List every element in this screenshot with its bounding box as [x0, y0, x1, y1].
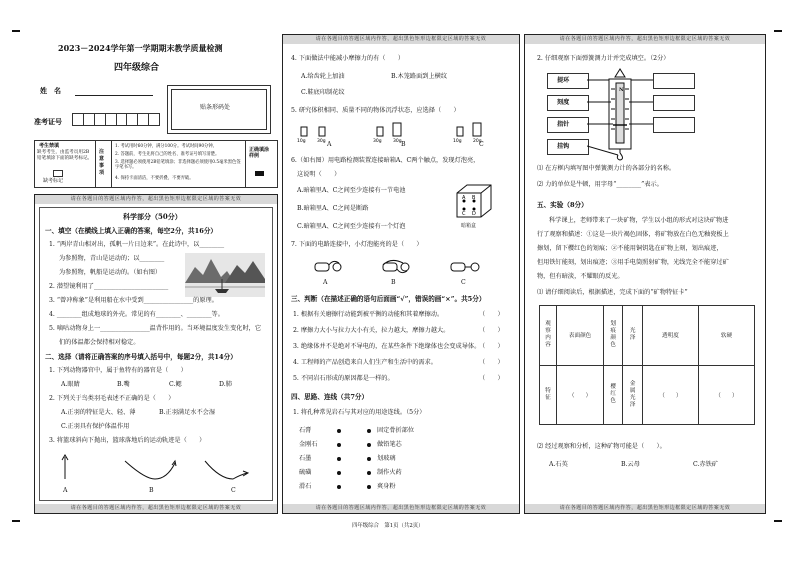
- label-box-2[interactable]: [547, 95, 589, 111]
- tr-feature: 特征: [540, 365, 557, 425]
- judge-5-answer[interactable]: （ ）: [479, 375, 504, 382]
- spring-q1: ⑴ 在方框内填写图中弹簧测力计的各部分的名称。: [537, 165, 676, 172]
- notes-title: 考生禁填: [39, 143, 60, 149]
- warning-bar-bottom: 请在各题目的答题区域内作答，超出黑色矩形边框限定区域的答案无效: [283, 504, 519, 513]
- notes-box: [34, 140, 278, 188]
- fill-example-mark: [255, 171, 264, 176]
- q2-6-opt-b[interactable]: B.暗箱里A、C之间是断路: [297, 205, 369, 212]
- svg-text:30g: 30g: [317, 139, 326, 143]
- mineral-opt-b[interactable]: B.云母: [621, 461, 640, 468]
- svg-text:30g: 30g: [393, 139, 402, 143]
- q2-3-opt-a[interactable]: A: [63, 487, 68, 494]
- exp-line-4: 但用铁钉能刻，划出痕迹；③用手电筒照射矿物，光线完全不能穿过矿: [537, 259, 729, 266]
- absent-checkbox[interactable]: [53, 170, 63, 177]
- black-box-label: 暗箱盒: [461, 223, 477, 229]
- exam-title: 2023－2024学年第一学期期末教学质量检测: [58, 43, 223, 53]
- absent-mark-label: 缺考标记: [43, 178, 64, 184]
- q1-line-3: 为参照物，帆船是运动的。（如右图）: [59, 269, 162, 276]
- th-hardness: 软硬: [698, 306, 754, 366]
- circuit-options: [311, 257, 501, 277]
- rock-3[interactable]: 石墨: [299, 455, 312, 462]
- spring-scale-question: 2. 仔细观察下面弹簧测力计并完成填空。（2分）: [537, 55, 670, 62]
- q1-line-8: 们的体温都会保持相对稳定。: [59, 339, 140, 346]
- q2-4-opt-b[interactable]: B.木笼路面到上横纹: [391, 73, 448, 80]
- warning-bar-bottom: 请在各题目的答题区域内作答，超出黑色矩形边框限定区域的答案无效: [525, 504, 765, 513]
- judge-1-answer[interactable]: （ ）: [479, 311, 504, 318]
- q2-5: 5. 研究体积相同、质量不同的物体沉浮状态，应选择（ ）: [291, 107, 460, 114]
- svg-text:30g: 30g: [373, 139, 382, 143]
- q2-3-opt-b[interactable]: B: [149, 487, 154, 494]
- q2-4-opt-c[interactable]: C.鞋底印制花纹: [301, 89, 345, 96]
- barcode-label: 贴条形码处: [200, 104, 231, 111]
- q2-6-opt-c[interactable]: C.暗箱里A、C之间至少连接有一个灯泡: [297, 223, 406, 230]
- fill-example-label: 正确填涂样例: [249, 147, 270, 159]
- svg-text:B: B: [472, 195, 476, 201]
- judge-2: 2. 摩擦力大小与拉力大小有关，拉力越大，摩擦力越大。: [293, 327, 450, 334]
- judge-4: 4. 工程师的产品创造来自人们生产和生活中的需求。: [293, 359, 437, 366]
- notice-column-label: 注意事项: [99, 149, 105, 176]
- name-label: 姓 名: [40, 86, 61, 95]
- q2-5-opt-c[interactable]: C: [479, 141, 484, 148]
- mineral-guess-question: ⑵ 经过观察和分析，这种矿物可能是（ ）。: [537, 443, 666, 450]
- q1-line-5: 3. “曾冲称象”是利用船在水中受到________________的原理。: [49, 297, 218, 304]
- use-2[interactable]: 做铅笔芯: [377, 441, 402, 448]
- svg-text:A: A: [462, 195, 466, 201]
- label-box-5[interactable]: [653, 73, 695, 89]
- exp-line-3: 擦划，留下樱红色的划痕；②不能用铜钥匙在矿物上刻，划出痕迹，: [537, 245, 723, 252]
- cell-transparency[interactable]: （ ）: [642, 365, 698, 425]
- svg-text:20g: 20g: [473, 139, 482, 143]
- mineral-opt-c[interactable]: C.赤铁矿: [693, 461, 719, 468]
- name-field[interactable]: [75, 95, 153, 96]
- use-1[interactable]: 固定骨折部位: [377, 427, 415, 434]
- spring-q2: ⑵ 力的单位是牛顿，用字母“________”表示。: [537, 181, 663, 188]
- judge-2-answer[interactable]: （ ）: [479, 327, 504, 334]
- rock-5[interactable]: 滑石: [299, 483, 312, 490]
- mountain-river-image: [185, 253, 265, 297]
- th-streak-color: 划痕颜色: [604, 306, 623, 366]
- q2-1-opt-b[interactable]: B.嘴: [117, 381, 130, 388]
- notice-2: 2. 答题前，考生先将自己的姓名、准考证号填写清楚。: [115, 152, 220, 157]
- th-observe: 观察内容: [540, 306, 557, 366]
- judge-1: 1. 根据有关磨擦行动能到被平衡的动能和其着摩擦动。: [293, 311, 444, 318]
- notice-3: 3. 选择题必须使用2B铅笔填涂；非选择题必须使用0.5毫米黑色签字笔书写。: [115, 160, 241, 171]
- q2-5-opt-a[interactable]: A: [327, 141, 332, 148]
- match-subheading: 1. 将孔种常见岩石与其对应的用途连线。（5分）: [293, 409, 426, 416]
- cylinder-options: [297, 121, 507, 143]
- science-section-title: 科学部分（50分）: [123, 212, 182, 221]
- q2-6: 6.（如右图）用电路检测装置连接暗箱A、C两个触点，发现灯泡亮，: [291, 157, 480, 164]
- subject-title: 四年级综合: [114, 63, 160, 73]
- black-box-figure: [451, 183, 495, 223]
- label-zhizhen: 指针: [557, 121, 570, 128]
- cell-surface-color[interactable]: （ ）: [557, 365, 604, 425]
- exp-line-1: 科学课上，老师带来了一块矿物，学生以小组的形式对这块矿物进: [549, 217, 729, 224]
- label-box-3[interactable]: [547, 117, 589, 133]
- column-1: [34, 194, 278, 514]
- column-3: [524, 34, 766, 514]
- rock-2[interactable]: 金刚石: [299, 441, 318, 448]
- q2-7-opt-a[interactable]: A: [323, 279, 328, 286]
- warning-bar-bottom: 请在各题目的答题区域内作答，超出黑色矩形边框限定区域的答案无效: [35, 504, 277, 513]
- label-box-7[interactable]: [653, 117, 695, 133]
- judge-heading: 三、判断（在描述正确的语句后面画“√”，错误的画“×”。共5分）: [291, 295, 486, 303]
- th-surface-color: 表面颜色: [557, 306, 604, 366]
- page-footer: 四年级综合 第1页（共2页）: [352, 523, 424, 529]
- cell-luster: 金属光泽: [623, 365, 642, 425]
- use-4[interactable]: 制作火药: [377, 469, 402, 476]
- use-3[interactable]: 划玻璃: [377, 455, 396, 462]
- label-box-1[interactable]: [547, 73, 589, 89]
- exp-line-5: 物，但有暗淡，不耀眼的反光。: [537, 273, 624, 280]
- absent-instructions: 缺考考生，由监考员用2B铅笔填涂下面的缺考标记。: [37, 150, 93, 161]
- fill-blank-heading: 一、填空（在横线上填入正确的答案，每空2分，共16分）: [45, 227, 218, 235]
- svg-text:C: C: [462, 211, 466, 217]
- exam-no-label: 准考证号: [34, 117, 62, 126]
- q2-4: 4. 下面做法中能减小摩擦力的有（ ）: [291, 55, 405, 62]
- cell-streak-color: 樱红色: [604, 365, 623, 425]
- q2-2-opt-b[interactable]: B.正羽满足水不会湿: [159, 409, 216, 416]
- mineral-card-table: [539, 305, 755, 425]
- exam-no-grid[interactable]: [72, 113, 160, 126]
- q1-line-4: 2. 潜望镜利用了________________________: [49, 283, 169, 290]
- warning-bar-top: 请在各题目的答题区域内作答，超出黑色矩形边框限定区域的答案无效: [283, 35, 519, 44]
- mineral-card-question: ⑴ 请仔细阅读后，根据描述，完成下面的“矿物特征卡”: [537, 289, 688, 296]
- column-2: [282, 34, 520, 514]
- notice-4: 4. 保持卡面清洁，不要折叠，不要弄破。: [115, 176, 194, 181]
- q2-7-opt-c[interactable]: C: [461, 279, 466, 286]
- q1-line-1: 1. “两岸青山相对出，孤帆一片日边来”。在此诗中，以________: [49, 241, 225, 248]
- q2-4-opt-a[interactable]: A.给齿轮上加油: [301, 73, 345, 80]
- q2-7-opt-b[interactable]: B: [391, 279, 396, 286]
- judge-5: 5. 不同岩石形成的原因都是一样的。: [293, 375, 394, 382]
- q2-3-opt-c[interactable]: C: [231, 487, 236, 494]
- q1-line-7: 5. 嘀咕动物身上一________________温背作用的。当环境温度发生变化时，它: [49, 325, 262, 332]
- label-guagou: 挂钩: [557, 143, 570, 150]
- q2-2: 2. 下列关于鸟类羽毛表述不正确的是（ ）: [49, 395, 175, 402]
- q2-1-opt-c[interactable]: C.鳃: [169, 381, 182, 388]
- experiment-heading: 五、实验（8分）: [537, 201, 588, 209]
- svg-text:D: D: [472, 211, 476, 217]
- q2-1-opt-d[interactable]: D.肺: [219, 381, 232, 388]
- judge-3: 3. 绝缘体并不是绝对不导电的，在某些条件下绝缘体也会变成导体。: [293, 343, 481, 350]
- q2-6-tail: 这说明（ ）: [297, 171, 341, 178]
- rock-1[interactable]: 石膏: [299, 427, 312, 434]
- label-box-6[interactable]: [653, 95, 695, 111]
- q2-2-opt-a[interactable]: A.正羽的特征是大、轻、薄: [61, 409, 136, 416]
- svg-text:10g: 10g: [453, 139, 462, 143]
- q1-line-6: 4. ________组成地球的外壳。常见的有________、________等。: [49, 311, 224, 318]
- label-tihuan: 提环: [557, 77, 570, 84]
- warning-bar-top: 请在各题目的答题区域内作答，超出黑色矩形边框限定区域的答案无效: [35, 195, 277, 204]
- th-transparency: 透明度: [642, 306, 698, 366]
- barcode-area: [167, 85, 271, 134]
- q1-line-2: 为参照物，青山是运动的；以________: [59, 255, 165, 262]
- choice-heading: 二、选择（请将正确答案的序号填入括号中，每题2分，共14分）: [45, 353, 237, 361]
- cell-hardness[interactable]: （ ）: [698, 365, 754, 425]
- mineral-opt-a[interactable]: A.石英: [549, 461, 568, 468]
- notice-1: 1. 考试用时60分钟，满分100分。考试时间90分钟。: [115, 144, 217, 149]
- scale-unit: N: [619, 87, 624, 93]
- svg-text:10g: 10g: [297, 139, 306, 143]
- th-luster: 光泽: [623, 306, 642, 366]
- judge-3-answer[interactable]: （ ）: [479, 343, 504, 350]
- trajectory-figures: [55, 451, 255, 483]
- judge-4-answer[interactable]: （ ）: [479, 359, 504, 366]
- warning-bar-top: 请在各题目的答题区域内作答，超出黑色矩形边框限定区域的答案无效: [525, 35, 765, 44]
- match-heading: 四、思路、连线（共7分）: [291, 393, 369, 401]
- q2-6-opt-a[interactable]: A.暗箱里A、C之间至少连接有一节电池: [297, 187, 406, 194]
- q2-3: 3. 将篮球斜向下抛出，篮球落地后的运动轨迹是（ ）: [49, 437, 206, 444]
- q2-1-opt-a[interactable]: A.眼睛: [61, 381, 80, 388]
- q2-2-opt-c[interactable]: C.正羽具有保护体温作用: [61, 423, 130, 430]
- q2-1: 1. 下列动物器官中，属于鱼特有的器官是（ ）: [49, 367, 187, 374]
- rock-4[interactable]: 硫磺: [299, 469, 312, 476]
- exp-line-2: 行了观察和描述：①这是一块片褐色固体，将矿物放在白色无釉瓷板上: [537, 231, 729, 238]
- q2-7: 7. 下面的电路连接中，小灯泡能亮的是（ ）: [291, 241, 423, 248]
- label-box-4[interactable]: [547, 139, 589, 155]
- label-kedu: 刻度: [557, 99, 570, 106]
- spring-scale-figure: [587, 65, 653, 161]
- q2-5-opt-b[interactable]: B: [401, 141, 406, 148]
- use-5[interactable]: 爽身粉: [377, 483, 396, 490]
